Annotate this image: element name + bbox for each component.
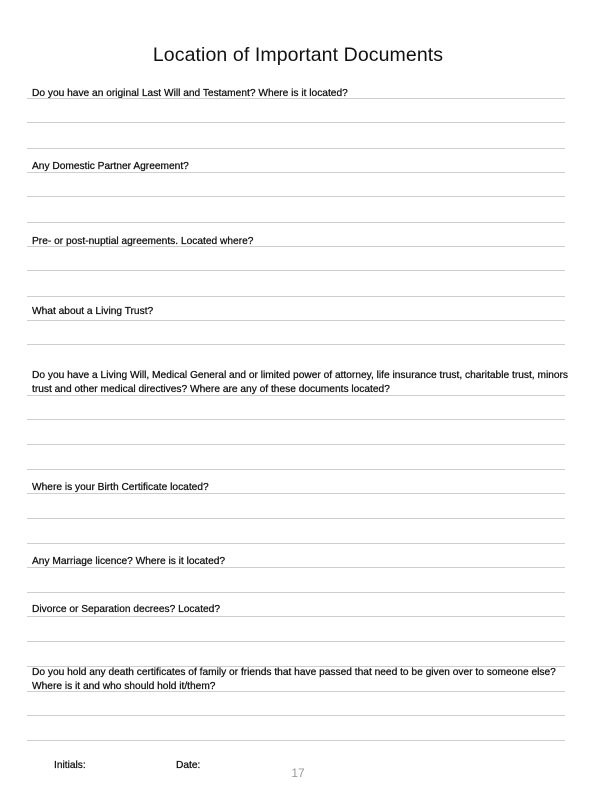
answer-line[interactable] (27, 691, 565, 692)
answer-line[interactable] (27, 196, 565, 197)
answer-line[interactable] (27, 222, 565, 223)
answer-line[interactable] (27, 344, 565, 345)
question-last-will: Do you have an original Last Will and Testament? Where is it located? (32, 88, 348, 99)
answer-line[interactable] (27, 395, 565, 396)
answer-line[interactable] (27, 444, 565, 445)
answer-line[interactable] (27, 715, 565, 716)
question-death-certificates: Do you hold any death certificates of family or friends that have passed that need to be given over to someone else? Where is it and who should hold it/them? (32, 667, 556, 692)
answer-line[interactable] (27, 148, 565, 149)
answer-line[interactable] (27, 666, 565, 667)
answer-line[interactable] (27, 296, 565, 297)
answer-line[interactable] (27, 172, 565, 173)
answer-line[interactable] (27, 592, 565, 593)
question-domestic-partner: Any Domestic Partner Agreement? (32, 161, 189, 172)
page-title: Location of Important Documents (152, 44, 444, 66)
answer-line[interactable] (27, 469, 565, 470)
answer-line[interactable] (27, 419, 565, 420)
date-label: Date: (176, 760, 201, 771)
answer-line[interactable] (27, 122, 565, 123)
answer-line[interactable] (27, 246, 565, 247)
answer-line[interactable] (27, 320, 565, 321)
question-living-trust: What about a Living Trust? (32, 306, 154, 317)
answer-line[interactable] (27, 616, 565, 617)
page-number: 17 (291, 766, 305, 780)
answer-line[interactable] (27, 740, 565, 741)
initials-label: Initials: (54, 760, 86, 771)
question-nuptial-agreements: Pre- or post-nuptial agreements. Located where? (32, 236, 254, 247)
question-divorce-decrees: Divorce or Separation decrees? Located? (32, 604, 221, 615)
question-living-will-directives: Do you have a Living Will, Medical General and or limited power of attorney, life insurance trust, charitable trust, minors trust and other medical directives? Where are any of these documents located? (32, 370, 569, 395)
answer-line[interactable] (27, 543, 565, 544)
answer-line[interactable] (27, 270, 565, 271)
question-marriage-licence: Any Marriage licence? Where is it located? (32, 556, 226, 567)
answer-line[interactable] (27, 493, 565, 494)
answer-line[interactable] (27, 567, 565, 568)
answer-line[interactable] (27, 98, 565, 99)
answer-line[interactable] (27, 518, 565, 519)
answer-line[interactable] (27, 641, 565, 642)
question-birth-certificate: Where is your Birth Certificate located? (32, 482, 209, 493)
